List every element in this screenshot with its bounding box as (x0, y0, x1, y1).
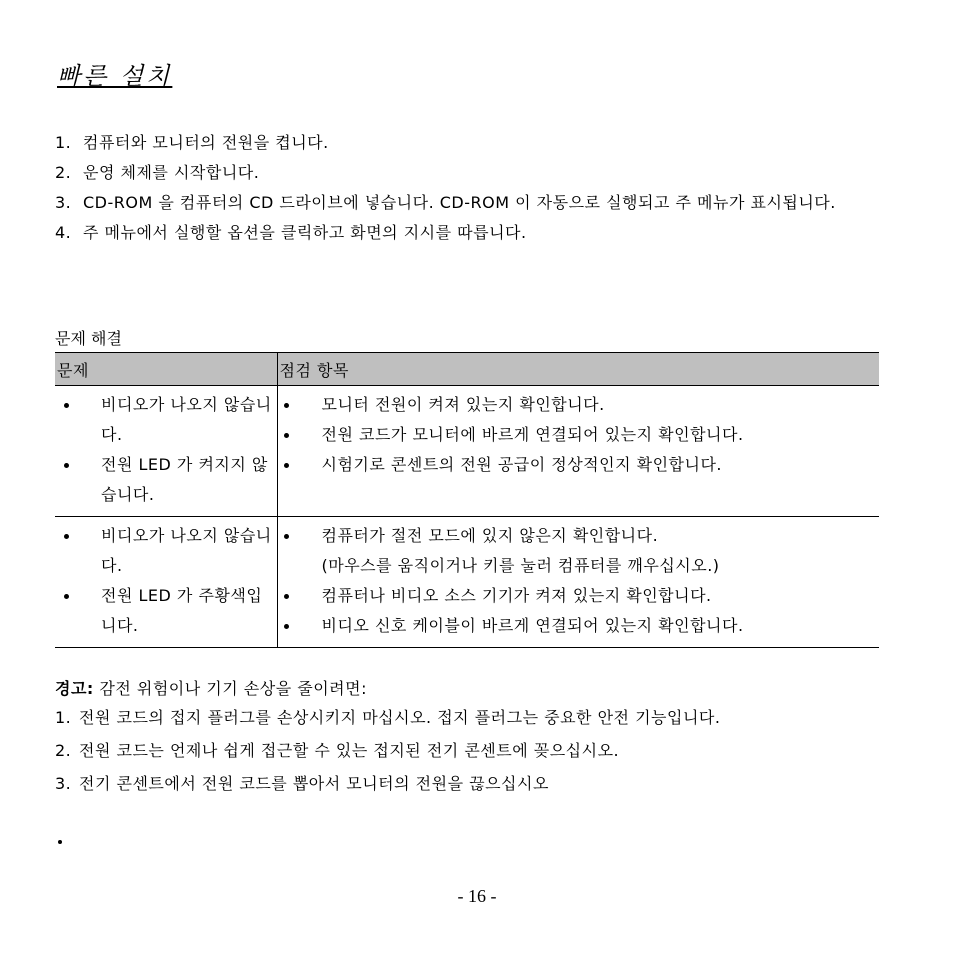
check-item: 비디오 신호 케이블이 바르게 연결되어 있는지 확인합니다. (278, 611, 880, 641)
step-number: 1. (55, 133, 72, 152)
page-number: - 16 - (457, 886, 497, 906)
check-cell (277, 386, 879, 517)
stray-bullet-dot (58, 840, 62, 844)
install-step (55, 223, 905, 243)
step-text: 운영 체제를 시작합니다. (83, 163, 260, 182)
step-number: 3. (55, 193, 72, 212)
check-cell (277, 517, 879, 648)
table-row (55, 386, 879, 517)
warning-label: 경고: (55, 679, 94, 698)
column-header-problem: 문제 (55, 353, 277, 386)
page-title: 빠른 설치 (57, 62, 173, 90)
warning-item (55, 708, 905, 728)
problem-item: 비디오가 나오지 않습니다. (55, 521, 277, 581)
install-step (55, 163, 905, 183)
check-item: 모니터 전원이 켜져 있는지 확인합니다. (278, 390, 880, 420)
warning-text: 감전 위험이나 기기 손상을 줄이려면: (93, 679, 367, 698)
check-item: 전원 코드가 모니터에 바르게 연결되어 있는지 확인합니다. (278, 420, 880, 450)
column-header-check: 점검 항목 (277, 353, 879, 386)
warning-number: 2. (55, 741, 72, 760)
warning-item-text: 전원 코드의 접지 플러그를 손상시키지 마십시오. 접지 플러그는 중요한 안전 기능입니다. (79, 708, 721, 727)
warning-number: 3. (55, 774, 72, 793)
warning-item-text: 전기 콘센트에서 전원 코드를 뽑아서 모니터의 전원을 끊으십시오 (79, 774, 549, 793)
warning-item (55, 774, 905, 794)
check-item: 컴퓨터나 비디오 소스 기기가 켜져 있는지 확인합니다. (278, 581, 880, 611)
install-step (55, 193, 905, 213)
problem-cell (55, 517, 277, 648)
step-text: CD-ROM 을 컴퓨터의 CD 드라이브에 넣습니다. CD-ROM 이 자동으로 실행되고 주 메뉴가 표시됩니다. (83, 193, 836, 212)
warning-number: 1. (55, 708, 72, 727)
table-row (55, 517, 879, 648)
warning-item (55, 741, 905, 761)
warning-item-text: 전원 코드는 언제나 쉽게 접근할 수 있는 접지된 전기 콘센트에 꽂으십시오. (79, 741, 620, 760)
step-text: 주 메뉴에서 실행할 옵션을 클릭하고 화면의 지시를 따릅니다. (83, 223, 527, 242)
problem-cell (55, 386, 277, 517)
problem-item: 전원 LED 가 주황색입니다. (55, 581, 277, 641)
step-number: 2. (55, 163, 72, 182)
install-steps (55, 133, 905, 253)
check-item: 컴퓨터가 절전 모드에 있지 않은지 확인합니다. (278, 521, 880, 551)
step-number: 4. (55, 223, 72, 242)
check-item-note: (마우스를 움직이거나 키를 눌러 컴퓨터를 깨우십시오.) (321, 556, 720, 575)
warning-list (55, 708, 905, 807)
problem-item: 전원 LED 가 켜지지 않습니다. (55, 450, 277, 510)
step-text: 컴퓨터와 모니터의 전원을 켭니다. (83, 133, 329, 152)
install-step (55, 133, 905, 153)
warning-line (55, 676, 367, 699)
troubleshooting-heading: 문제 해결 (55, 329, 122, 348)
check-item: 시험기로 콘센트의 전원 공급이 정상적인지 확인합니다. (278, 450, 880, 480)
troubleshooting-table (55, 352, 879, 648)
table-header-row (55, 353, 879, 386)
problem-item: 비디오가 나오지 않습니다. (55, 390, 277, 450)
